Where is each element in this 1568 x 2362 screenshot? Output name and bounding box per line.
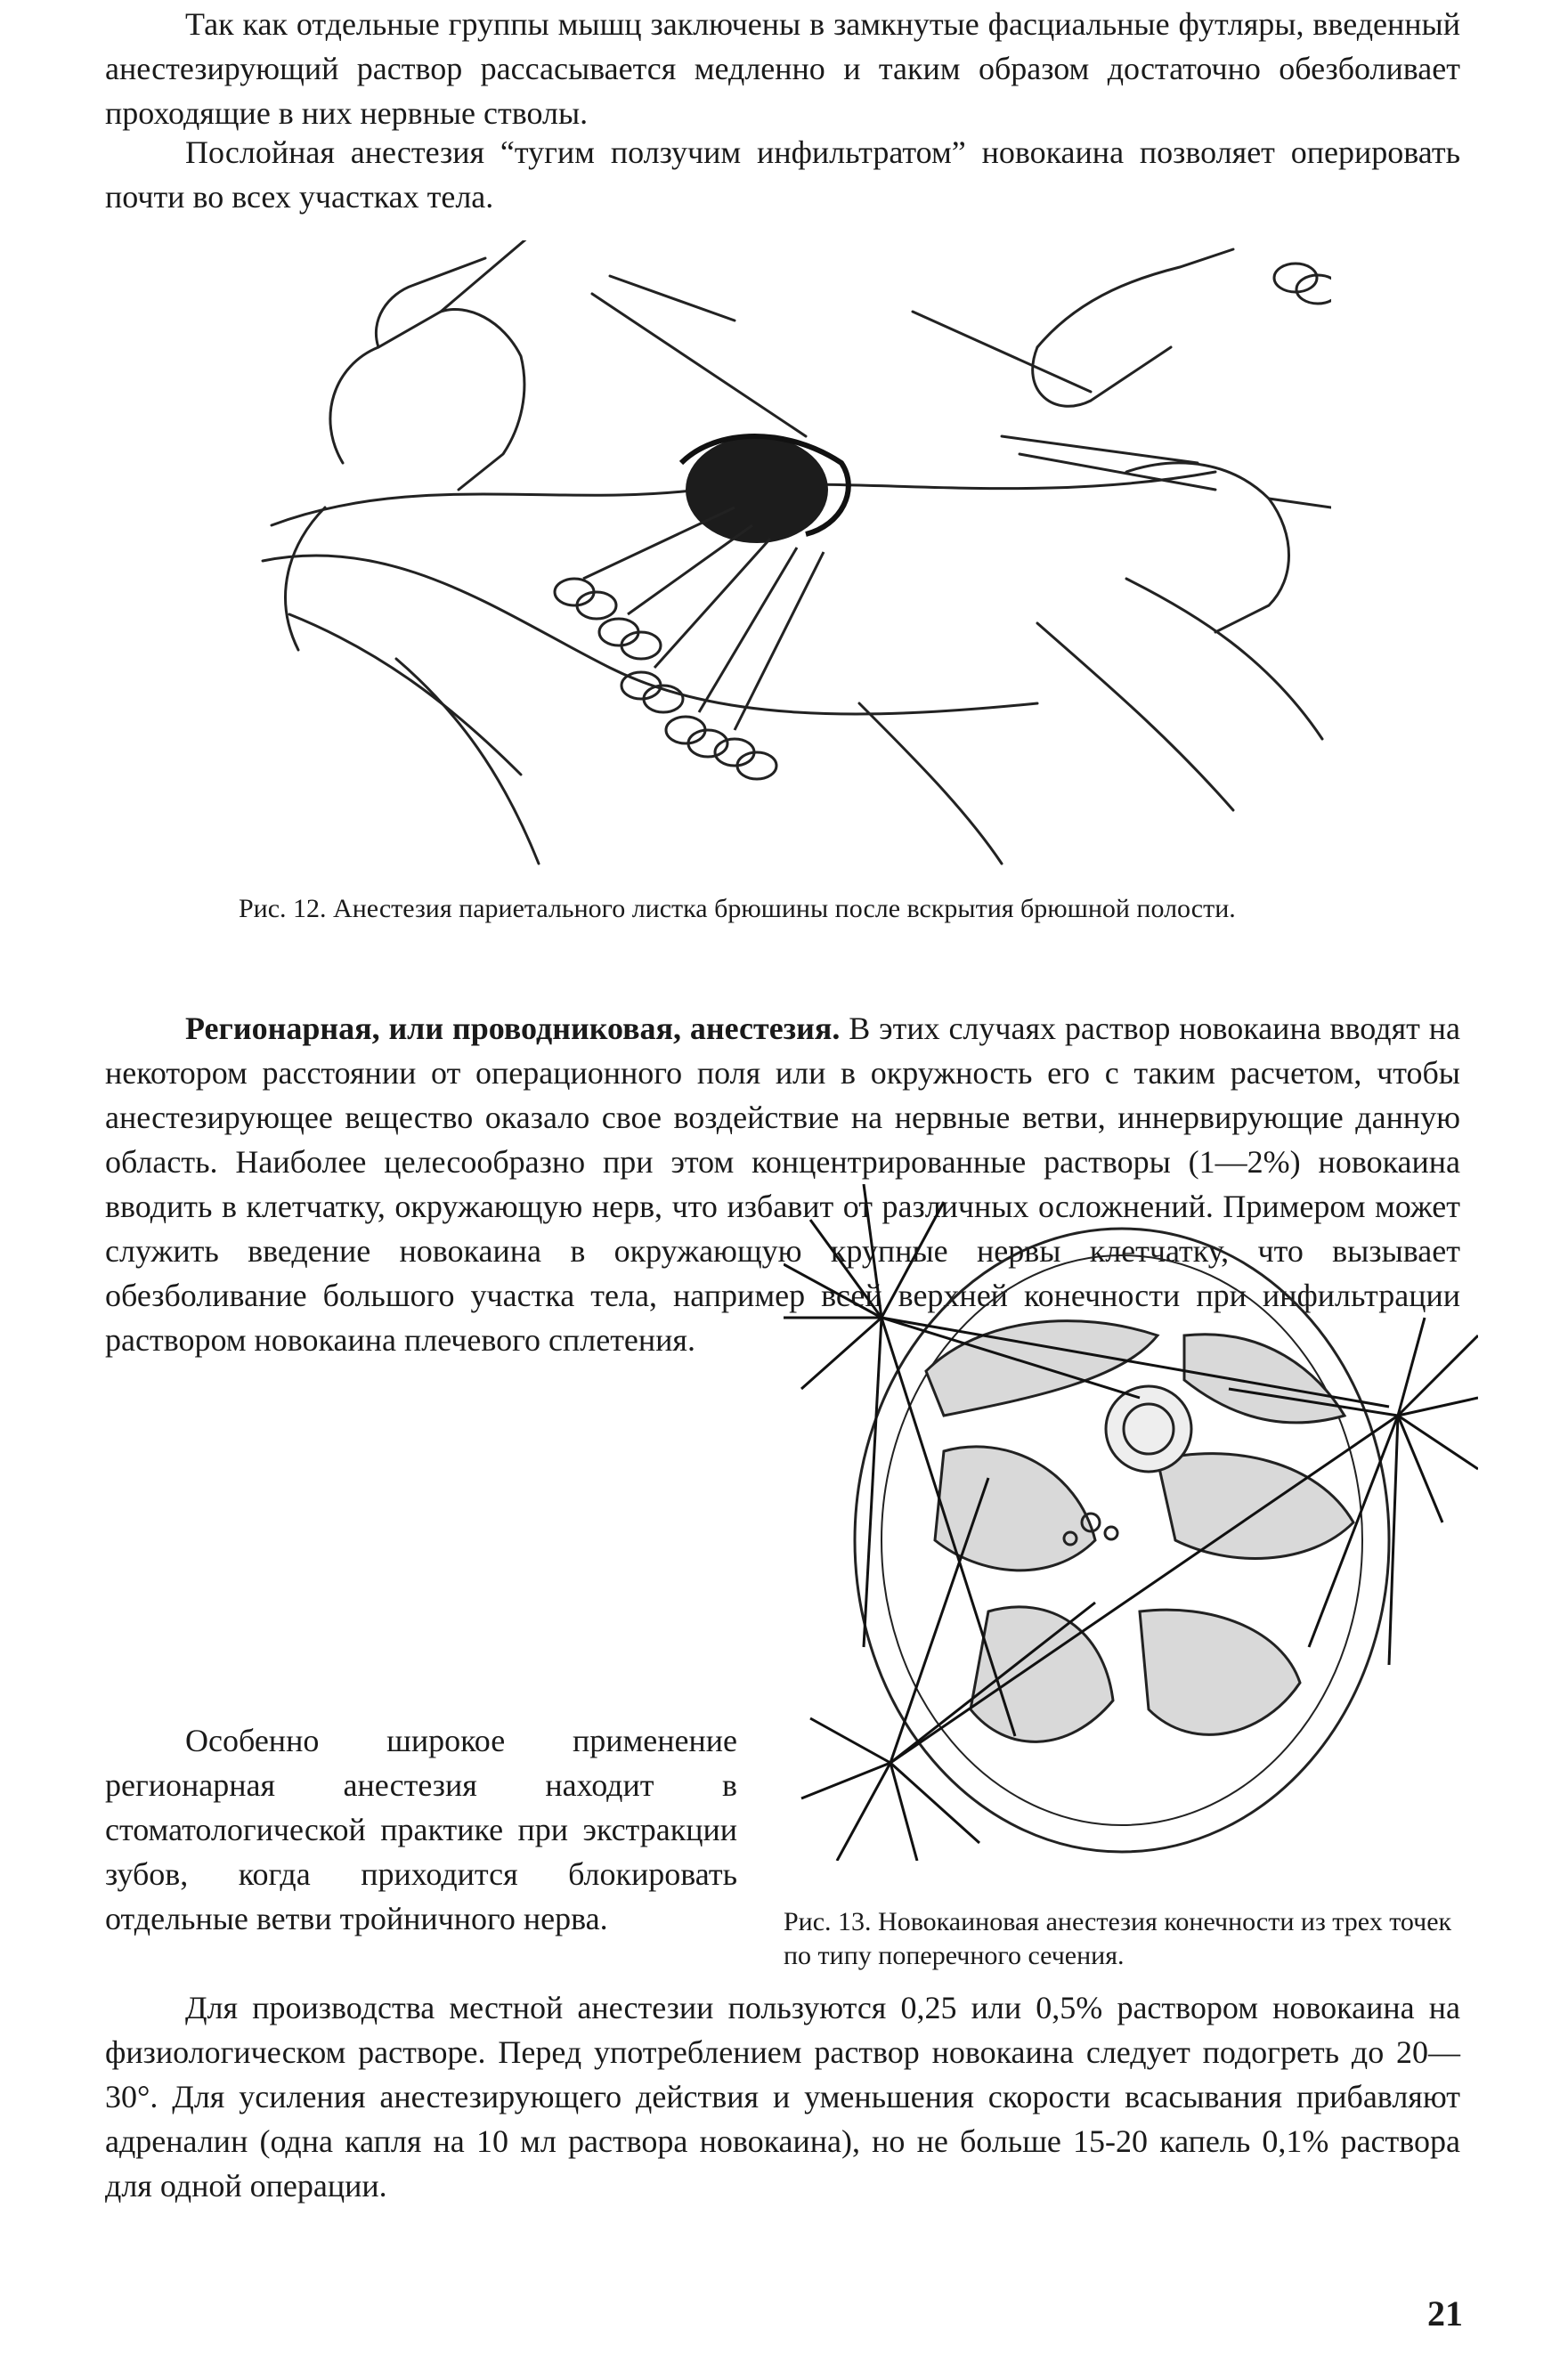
figure-13-caption: Рис. 13. Новокаиновая анестезия конечности из трех точек по типу поперечного сечения. [784,1907,1452,1970]
surgery-drawing [236,240,1331,881]
regional-body: В этих случаях раствор новокаина вводят на некотором расстоянии от операционного поля или в окружность его с таким расчетом, чтобы анестезирующее вещество оказало свое воздействие на нервные ветви, иннервирующие данную область. Наиболее целесообразно при этом концентрированные растворы (1—2%) новокаина вводить в клетчатку, окружающую нерв, что избавит от различных осложнений. Примером может служить введение новокаина в окружающую крупные нервы клетчатку, что вызывает обезболивание большого участка тела, например всей верхней конечности при инфильтрации раствором новокаина плечевого сплетения. [105,1011,1460,1358]
cross-section-drawing [784,1184,1478,1861]
figure-13-diagram [784,1184,1478,1861]
regional-paragraph-3: Для производства местной анестезии пользуются 0,25 или 0,5% раствором новокаина на физиологическом растворе. Перед употреблением раствор новокаина следует подогреть до 20—30°. Для усиления анестезирующего действия и уменьшения скорости всасывания прибавляют адреналин (одна капля на 10 мл раствора новокаина), но не больше 15-20 капель 0,1% раствора для одной операции. [105,1990,1460,2204]
figure-12-illustration [236,240,1331,881]
page-number: 21 [1427,2293,1463,2334]
regional-paragraph-2: Особенно широкое применение регионарная анестезия находит в стоматологической практике при экстракции зубов, когда приходится блокировать отдельные ветви тройничного нерва. [105,1723,737,1936]
regional-heading: Регионарная, или проводниковая, анестезия. [185,1011,841,1046]
figure-12-caption: Рис. 12. Анестезия париетального листка брюшины после вскрытия брюшной полости. [239,894,1236,923]
intro-paragraph-2: Послойная анестезия “тугим ползучим инфильтратом” новокаина позволяет оперировать почти во всех участках тела. [105,134,1460,215]
intro-paragraph-1: Так как отдельные группы мышц заключены в замкнутые фасциальные футляры, введенный анестезирующий раствор рассасывается медленно и таким образом достаточно обезболивает проходящие в них нервные стволы. [105,6,1460,131]
